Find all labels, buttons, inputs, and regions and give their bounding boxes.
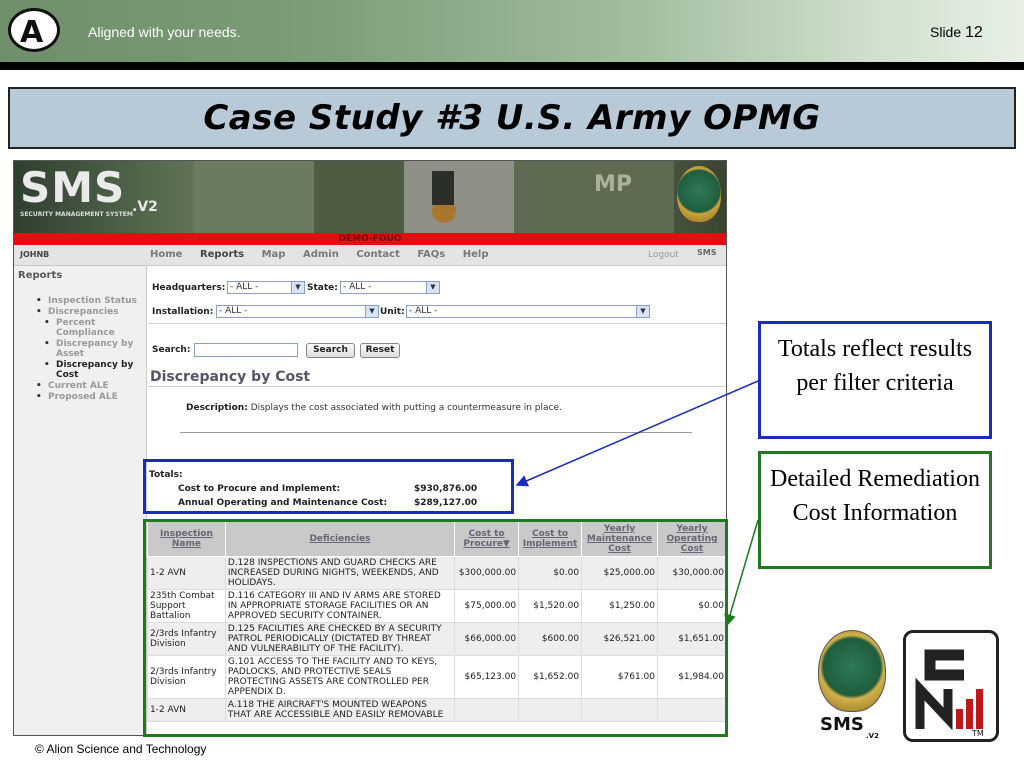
slide-label: Slide — [930, 24, 962, 40]
procure-value: $930,876.00 — [414, 484, 478, 494]
cell-implement: $600.00 — [519, 623, 582, 656]
nav-contact[interactable]: Contact — [356, 249, 400, 260]
cell-inspection: 235th Combat Support Battalion — [148, 590, 226, 623]
col-yearly-maintenance[interactable]: Yearly Maintenance Cost — [582, 522, 658, 557]
search-button[interactable]: Search — [306, 343, 355, 358]
cell-deficiency: A.118 THE AIRCRAFT'S MOUNTED WEAPONS THAT ARE ACCESSIBLE AND EASILY REMOVABLE — [225, 699, 454, 722]
nav-home[interactable]: Home — [150, 249, 183, 260]
app-logo-version: .V2 — [132, 199, 158, 215]
sidebar-item-discrepancy-by-asset[interactable]: • Discrepancy by Asset — [14, 339, 146, 359]
totals-label: Totals: — [149, 470, 183, 480]
page-title: Case Study #3 U.S. Army OPMG — [203, 98, 821, 138]
app-logo-subtitle: SECURITY MANAGEMENT SYSTEM — [20, 211, 133, 218]
reset-button[interactable]: Reset — [360, 343, 400, 358]
cell-operating: $1,651.00 — [658, 623, 727, 656]
chevron-down-icon: ▼ — [365, 306, 378, 317]
cell-operating: $0.00 — [658, 590, 727, 623]
col-yearly-operating[interactable]: Yearly Operating Cost — [658, 522, 727, 557]
cell-deficiency: D.116 CATEGORY III AND IV ARMS ARE STORED IN APPROPRIATE STORAGE FACILITIES OR AN APPROVED SECURITY CONTAINER. — [225, 590, 454, 623]
annual-value: $289,127.00 — [414, 498, 478, 508]
unit-label: Unit: — [380, 307, 405, 317]
cell-maintenance: $25,000.00 — [582, 557, 658, 590]
col-cost-to-procure-label: Cost to Procure — [463, 529, 505, 549]
nav-admin[interactable]: Admin — [302, 249, 339, 260]
sms-logo-version: .V2 — [866, 732, 879, 740]
slide-number-value: 12 — [965, 24, 983, 41]
cell-inspection: 2/3rds Infantry Division — [148, 656, 226, 699]
col-cost-to-implement[interactable]: Cost to Implement — [519, 522, 582, 557]
svg-text:MP: MP — [594, 172, 633, 197]
cell-deficiency: D.128 INSPECTIONS AND GUARD CHECKS ARE INCREASED DURING NIGHTS, WEEKENDS, AND HOLIDAYS. — [225, 557, 454, 590]
cell-operating: $30,000.00 — [658, 557, 727, 590]
installation-label: Installation: — [152, 307, 214, 317]
cell-procure: $300,000.00 — [455, 557, 519, 590]
state-label: State: — [307, 283, 338, 293]
sidebar-heading: Reports — [18, 270, 63, 281]
cell-inspection: 2/3rds Infantry Division — [148, 623, 226, 656]
sort-down-icon: ▼ — [502, 539, 510, 549]
nav-help[interactable]: Help — [462, 249, 489, 260]
cell-maintenance: $26,521.00 — [582, 623, 658, 656]
nav-sms-logo: SMS — [697, 248, 717, 257]
procure-label: Cost to Procure and Implement: — [178, 484, 341, 494]
cell-implement: $0.00 — [519, 557, 582, 590]
cell-deficiency: D.125 FACILITIES ARE CHECKED BY A SECURITY PATROL PERIODICALLY (DICTATED BY THREAT AND VULNERABILITY OF THE FACILITY). — [225, 623, 454, 656]
col-inspection-name[interactable]: Inspection Name — [148, 522, 226, 557]
cell-operating: $1,984.00 — [658, 656, 727, 699]
footer-copyright: © Alion Science and Technology — [35, 742, 207, 756]
callout-detail — [758, 451, 992, 569]
cm-logo-icon — [903, 630, 999, 742]
alion-logo-icon: A — [8, 8, 60, 52]
installation-value: - ALL - — [219, 306, 248, 316]
sms-logo: SMS — [820, 714, 864, 735]
callout-totals-text: Totals reflect results per filter criteria — [777, 336, 973, 396]
nav-reports[interactable]: Reports — [199, 249, 245, 260]
chevron-down-icon: ▼ — [426, 282, 439, 293]
mp-crest-icon — [818, 630, 886, 712]
sidebar-item-percent-compliance[interactable]: • Percent Compliance — [14, 318, 146, 338]
current-user: JOHNB — [20, 250, 50, 259]
cell-deficiency: G.101 ACCESS TO THE FACILITY AND TO KEYS, PADLOCKS, AND PROTECTIVE SEALS PROTECTING ASSETS ARE CONTROLLED PER APPENDIX D. — [225, 656, 454, 699]
sidebar-item-discrepancy-by-cost[interactable]: • Discrepancy by Cost — [14, 360, 146, 380]
headquarters-value: - ALL - — [230, 282, 259, 292]
callout-totals — [758, 321, 992, 439]
annual-label: Annual Operating and Maintenance Cost: — [178, 498, 388, 508]
tagline: Aligned with your needs. — [88, 24, 241, 40]
app-logo: SMS — [20, 163, 126, 212]
cell-implement: $1,520.00 — [519, 590, 582, 623]
description-text: Displays the cost associated with putting a countermeasure in place. — [250, 403, 562, 413]
state-value: - ALL - — [343, 282, 372, 292]
report-title: Discrepancy by Cost — [150, 369, 311, 385]
cell-maintenance: $761.00 — [582, 656, 658, 699]
nav-map[interactable]: Map — [261, 249, 286, 260]
cell-procure: $65,123.00 — [455, 656, 519, 699]
callout-detail-text: Detailed Remediation Cost Information — [770, 466, 980, 526]
cell-procure: $66,000.00 — [455, 623, 519, 656]
demo-bar: DEMO-FOUO — [14, 233, 726, 245]
blue-arrow — [517, 381, 758, 485]
search-label: Search: — [152, 345, 191, 355]
green-arrow — [727, 520, 758, 625]
cell-inspection: 1-2 AVN — [148, 557, 226, 590]
logout-link[interactable]: Logout — [648, 250, 679, 260]
chevron-down-icon: ▼ — [291, 282, 304, 293]
description-label: Description: — [186, 403, 248, 413]
trademark: TM — [972, 729, 984, 738]
col-deficiencies[interactable]: Deficiencies — [225, 522, 454, 557]
headquarters-label: Headquarters: — [152, 283, 226, 293]
cell-procure: $75,000.00 — [455, 590, 519, 623]
unit-value: - ALL - — [409, 306, 438, 316]
sidebar-item-current-ale[interactable]: • Current ALE — [14, 381, 146, 391]
nav-faqs[interactable]: FAQs — [417, 249, 446, 260]
sidebar-item-discrepancies[interactable]: • Discrepancies — [14, 307, 146, 317]
cell-implement: $1,652.00 — [519, 656, 582, 699]
chevron-down-icon: ▼ — [636, 306, 649, 317]
cell-maintenance: $1,250.00 — [582, 590, 658, 623]
sidebar-item-proposed-ale[interactable]: • Proposed ALE — [14, 392, 146, 402]
cm-logo-mark — [906, 633, 996, 739]
cell-inspection: 1-2 AVN — [148, 699, 226, 722]
sidebar-item-inspection-status[interactable]: • Inspection Status — [14, 296, 146, 306]
